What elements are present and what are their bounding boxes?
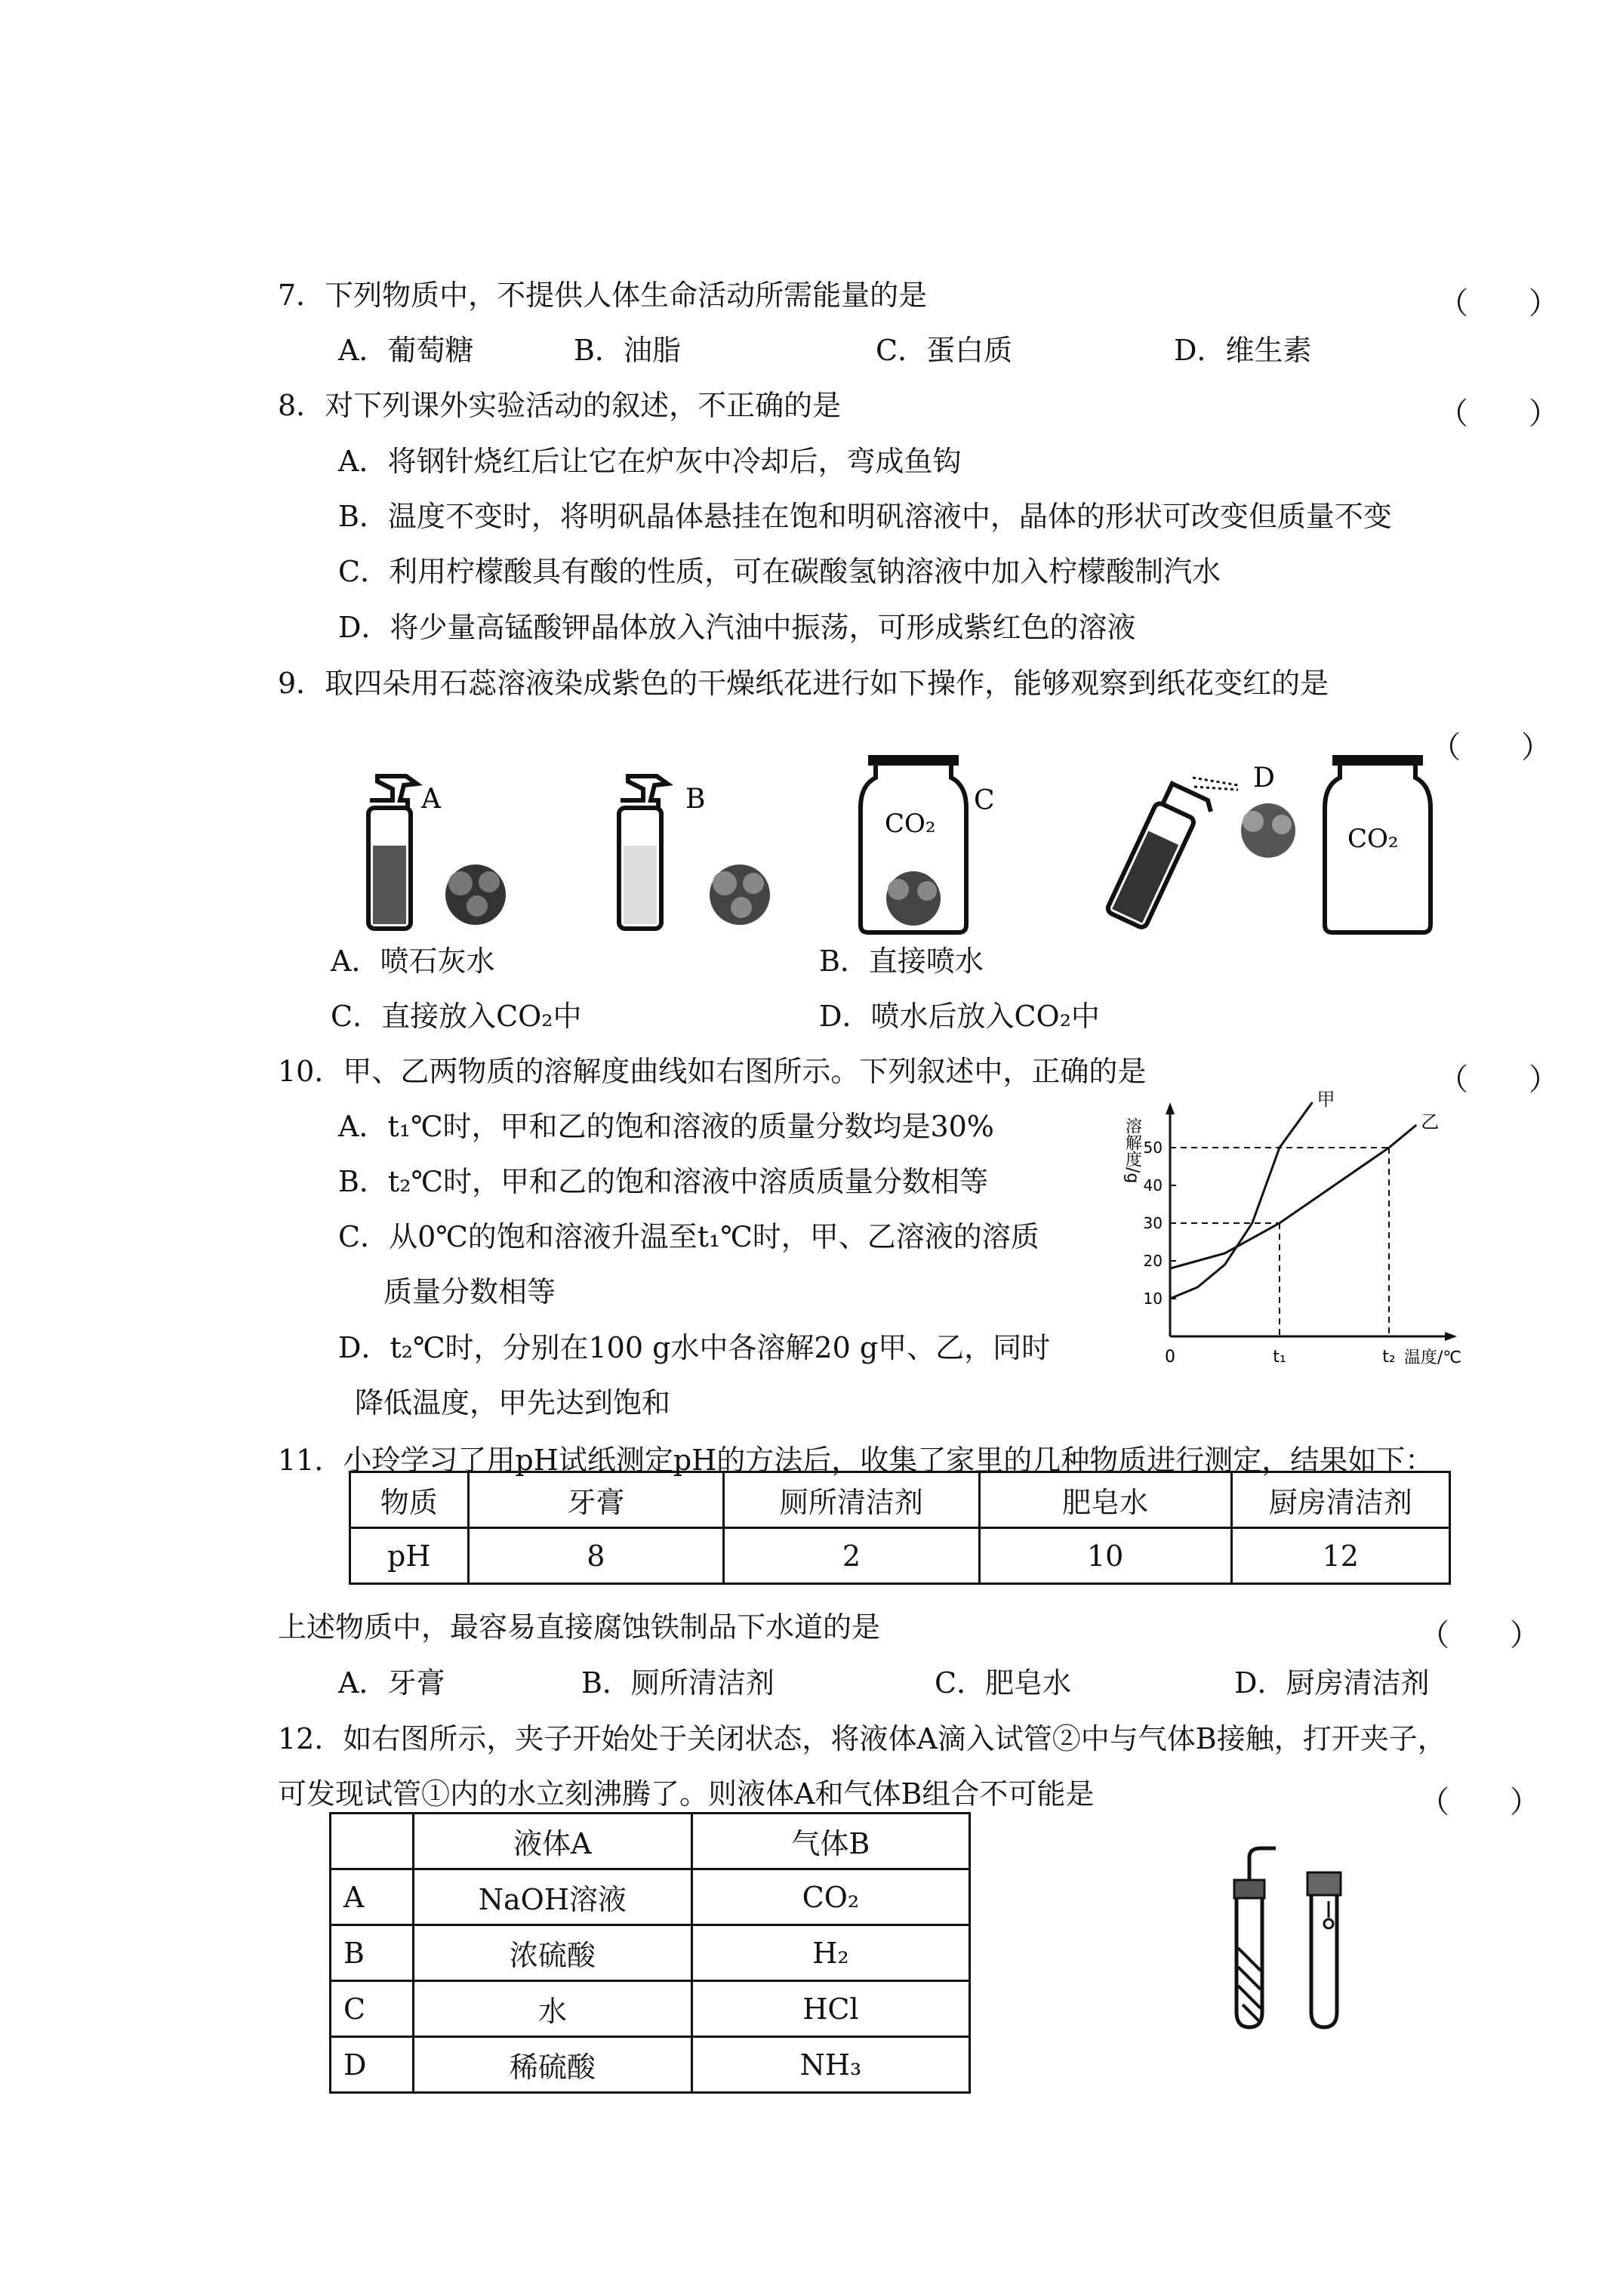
x-tick-label: t₁ (1273, 1348, 1286, 1367)
spray-bottle-b-icon (619, 776, 667, 929)
q9-fig-label-b: B (685, 784, 706, 815)
q10-option-b: B．t₂℃时，甲和乙的饱和溶液中溶质质量分数相等 (338, 1165, 988, 1198)
q8-answer-bracket: （ ） (1438, 396, 1559, 431)
q12-stem-line1: 12．如右图所示，夹子开始处于关闭状态，将液体A滴入试管②中与气体B接触，打开夹子， (278, 1722, 1446, 1755)
series-line-1 (1170, 1102, 1313, 1299)
q10-option-d-cont: 降低温度，甲先达到饱和 (355, 1386, 671, 1419)
q12-table-row (331, 1925, 970, 1981)
q12-table-cell: D (331, 2037, 414, 2093)
paper-flower-b-icon (710, 864, 770, 925)
ph-table-header-cell: 牙膏 (468, 1472, 724, 1528)
ph-table-row (350, 1528, 1450, 1584)
series-line-2 (1170, 1125, 1416, 1268)
chart-xlabel: 温度/℃ (1404, 1348, 1462, 1367)
q11-question: 上述物质中，最容易直接腐蚀铁制品下水道的是 (278, 1610, 881, 1644)
q8-option-b: B．温度不变时，将明矾晶体悬挂在饱和明矾溶液中，晶体的形状可改变但质量不变 (338, 500, 1392, 533)
q12-table-row (331, 2037, 970, 2093)
q7-option-b: B．油脂 (574, 334, 681, 367)
q9-option-b: B．直接喷水 (819, 945, 984, 978)
spray-bottle-a-icon (368, 776, 417, 929)
q7-option-a: A．葡萄糖 (338, 334, 474, 367)
q9-fig-label-c: C (974, 785, 995, 816)
q11-option-b: B．厕所清洁剂 (581, 1666, 775, 1700)
q12-stem-line2: 可发现试管①内的水立刻沸腾了。则液体A和气体B组合不可能是 (278, 1777, 1095, 1811)
ph-table-cell: 12 (1231, 1528, 1449, 1584)
q9-fig-label-d: D (1253, 763, 1275, 794)
q9-jar-c-co2: CO₂ (885, 809, 936, 839)
q9-option-d: D．喷水后放入CO₂中 (819, 1000, 1100, 1033)
solubility-chart (1102, 1087, 1472, 1367)
y-tick-label: 20 (1143, 1252, 1163, 1270)
q12-table-cell: 水 (413, 1981, 691, 2037)
q11-stem: 11．小玲学习了用pH试纸测定pH的方法后，收集了家里的几种物质进行测定，结果如下： (278, 1444, 1434, 1477)
chart-ylabel: 溶解度/g (1123, 1117, 1142, 1184)
y-tick-label: 10 (1143, 1290, 1163, 1308)
q12-table-cell: NH₃ (691, 2037, 969, 2093)
q12-table-header-cell: 气体B (691, 1814, 969, 1869)
q11-option-c: C．肥皂水 (935, 1666, 1072, 1700)
q12-table-header-cell: 液体A (413, 1814, 691, 1869)
q12-table-cell: C (331, 1981, 414, 2037)
q10-option-c: C．从0℃的饱和溶液升温至t₁℃时，甲、乙溶液的溶质 (338, 1220, 1039, 1253)
q9-figure (347, 755, 1480, 936)
ph-table-header-cell: 肥皂水 (979, 1472, 1231, 1528)
q9-option-a: A．喷石灰水 (331, 945, 495, 978)
series-label-1: 甲 (1317, 1089, 1335, 1110)
q10-option-d: D．t₂℃时，分别在100 g水中各溶解20 g甲、乙，同时 (338, 1331, 1051, 1364)
q10-stem: 10．甲、乙两物质的溶解度曲线如右图所示。下列叙述中，正确的是 (278, 1055, 1147, 1088)
y-tick-label: 30 (1143, 1214, 1163, 1232)
ph-table-cell: 10 (979, 1528, 1231, 1584)
series-label-2: 乙 (1421, 1111, 1440, 1133)
q12-table-cell: NaOH溶液 (413, 1869, 691, 1925)
q11-answer-bracket: （ ） (1419, 1618, 1540, 1653)
q12-answer-bracket: （ ） (1419, 1785, 1540, 1820)
x-tick-label: 0 (1165, 1348, 1175, 1367)
ph-table-cell: pH (350, 1528, 469, 1584)
gas-jar-c-icon (861, 755, 966, 932)
ph-table-header (350, 1472, 1450, 1528)
ph-table (349, 1471, 1451, 1585)
q12-table-cell: B (331, 1925, 414, 1981)
q9-stem: 9．取四朵用石蕊溶液染成紫色的干燥纸花进行如下操作，能够观察到纸花变红的是 (278, 667, 1329, 700)
ph-table-header-cell: 厨房清洁剂 (1231, 1472, 1449, 1528)
q9-option-c: C．直接放入CO₂中 (331, 1000, 582, 1033)
q10-answer-bracket: （ ） (1438, 1062, 1559, 1097)
test-tube-2-icon (1307, 1872, 1341, 2027)
y-tick-label: 50 (1143, 1139, 1163, 1157)
q12-table-cell: H₂ (691, 1925, 969, 1981)
q8-stem: 8．对下列课外实验活动的叙述，不正确的是 (278, 389, 842, 422)
q10-option-c-cont: 质量分数相等 (383, 1275, 556, 1308)
q12-table-cell: HCl (691, 1981, 969, 2037)
x-tick-label: t₂ (1382, 1348, 1396, 1367)
q7-stem: 7．下列物质中，不提供人体生命活动所需能量的是 (278, 279, 928, 312)
q8-option-c: C．利用柠檬酸具有酸的性质，可在碳酸氢钠溶液中加入柠檬酸制汽水 (338, 555, 1221, 588)
q11-option-d: D．厨房清洁剂 (1234, 1666, 1430, 1700)
ph-table-cell: 2 (724, 1528, 980, 1584)
q9-answer-bracket: （ ） (1431, 730, 1551, 765)
ph-table-header-cell: 物质 (350, 1472, 469, 1528)
q12-table-row (331, 1981, 970, 2037)
q12-table (329, 1812, 971, 2094)
paper-flower-a-icon (445, 864, 506, 925)
q12-table-cell: A (331, 1869, 414, 1925)
q10-option-a: A．t₁℃时，甲和乙的饱和溶液的质量分数均是30% (338, 1110, 994, 1143)
q7-option-c: C．蛋白质 (876, 334, 1013, 367)
q9-jar-d-co2: CO₂ (1347, 824, 1399, 854)
q12-table-cell: 浓硫酸 (413, 1925, 691, 1981)
ph-table-cell: 8 (468, 1528, 724, 1584)
test-tubes-figure (1208, 1842, 1374, 2039)
q12-table-cell: 稀硫酸 (413, 2037, 691, 2093)
q8-option-d: D．将少量高锰酸钾晶体放入汽油中振荡，可形成紫红色的溶液 (338, 611, 1136, 644)
q9-fig-label-a: A (421, 784, 441, 815)
q12-table-header (331, 1814, 970, 1869)
q8-option-a: A．将钢针烧红后让它在炉灰中冷却后，弯成鱼钩 (338, 445, 962, 478)
q12-table-header-cell (331, 1814, 414, 1869)
y-tick-label: 40 (1143, 1176, 1163, 1194)
q7-answer-bracket: （ ） (1438, 286, 1559, 321)
q12-table-row (331, 1869, 970, 1925)
q7-option-d: D．维生素 (1174, 334, 1312, 367)
spray-bottle-d-icon (1106, 781, 1215, 934)
paper-flower-d-icon (1241, 803, 1295, 858)
q11-option-a: A．牙膏 (338, 1666, 445, 1700)
test-tube-1-icon (1234, 1848, 1276, 2027)
q12-table-cell: CO₂ (691, 1869, 969, 1925)
ph-table-header-cell: 厕所清洁剂 (724, 1472, 980, 1528)
